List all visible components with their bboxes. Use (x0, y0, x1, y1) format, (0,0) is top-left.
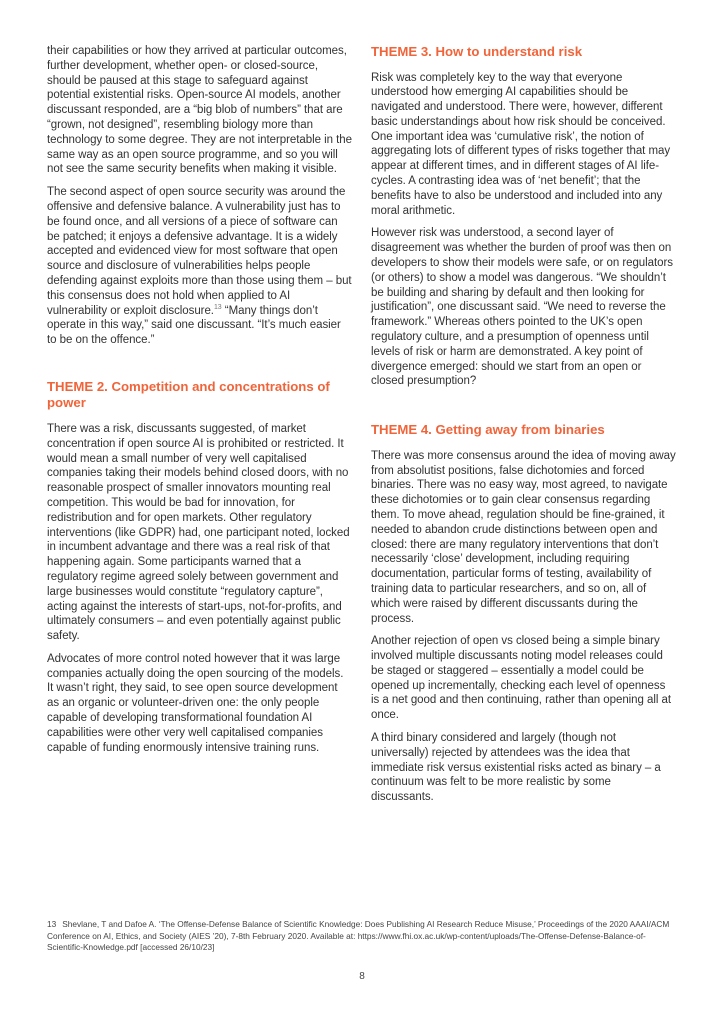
paragraph-advocates-of-control: Advocates of more control noted however that it was large companies actually doing the open sourcing of the models. It wasn’t right, they said, to see open source development as an organic or volunteer-driven one: the only people capable of developing transformational foundation AI capabilities were other very well capitalised companies capable of funding enormously intensive training runs. (47, 652, 344, 754)
paragraph-market-concentration: There was a risk, discussants suggested, of market concentration if open source AI is prohibited or restricted. It would mean a small number of very well capitalised companies taking their models behind closed doors, with no reasonable prospect of smaller innovators mounting real competition. This would be bad for innovation, for redistribution and for open markets. Other regulatory interventions (like GDPR) had, one participant noted, locked in incumbent advantage and there was a real risk of that happening again. Some participants warned that a regulatory regime agreed solely between government and large businesses would constitute “regulatory capture”, acting against the interests of start-ups, not-for-profits, and ultimately consumers – and even potentially against public safety. (47, 422, 350, 643)
paragraph-consensus-binaries: There was more consensus around the idea of moving away from absolutist positions, false dichotomies and forced binaries. There was no easy way, most agreed, to navigate these dichotomies or to gain clear consensus regarding them. To move ahead, regulation should be fine-grained, it needed to abandon crude distinctions between open and closed: there are many regulatory interventions that don’t necessarily ‘close’ development, including requiring documentation, particular forms of testing, availability of training data to particular researchers, and so on, all of which were raised by different discussants during the process. (371, 449, 676, 625)
paragraph-staged-releases: Another rejection of open vs closed being a simple binary involved multiple discussants noting model releases could be staged or staggered – essentially a model could be opened up incrementally, checking each level of openness is a net good and then continuing, rather than opening all at once. (371, 635, 672, 722)
paragraph-open-source-models: their capabilities or how they arrived at particular outcomes, further development, whether open- or closed-source, should be paused at this stage to safeguard against potential existential risks. Open-source AI models, another discussant responded, are a “big blob of numbers” that are “grown, not designed”, resembling biology more than technology to some degree. They are not interpretable in the same way as an open source programme, and so you will not see the same security benefits when making it visible. (47, 45, 352, 176)
theme-3-heading: THEME 3. How to understand risk (371, 44, 583, 59)
paragraph-risk-key: Risk was completely key to the way that everyone understood how emerging AI capabilities should be navigated and understood. There were, however, different basic understandings about how risk should be conceived. One important idea was ‘cumulative risk’, the notion of aggregating lots of different types of risks together that may appear at different times, and in different stages of AI life-cycles. A contrasting idea was of ‘net benefit’; that the benefits have to also be understood and included into any moral arithmetic. (371, 71, 671, 217)
right-column (371, 44, 676, 813)
footnote-number: 13 (47, 919, 57, 929)
footnote-text: Shevlane, T and Dafoe A. ‘The Offense-Defense Balance of Scientific Knowledge: Does Publishing AI Research Reduce Misuse,’ Proceedings of the 2020 AAAI/ACM Conference on AI, Ethics, and Society (AIES ’20), 7-8th February 2020. Available at: https://www.fhi.ox.ac.uk/wp-content/uploads/The-Offense-Defense-Balance-of-Scientific-Knowledge.pdf [accessed 26/10/23] (47, 919, 670, 952)
paragraph-offence-defence-balance (47, 185, 352, 348)
page-number: 8 (359, 971, 365, 982)
paragraph-offence-defence-quote: “Many things don’t operate in this way,” said one discussant. “It’s much easier to be on the offence.” (47, 304, 341, 347)
paragraph-third-binary: A third binary considered and largely (though not universally) rejected by attendees was the idea that immediate risk versus existential risks acted as binary – a continuum was felt to be more realistic by some discussants. (371, 732, 661, 804)
paragraph-burden-of-proof: However risk was understood, a second layer of disagreement was whether the burden of proof was then on developers to show their models were safe, or on regulators (or others) to show a model was dangerous. “We shouldn’t be building and sharing by default and then looking for justification”, one discussant said. “We need to reverse the framework.” Whereas others pointed to the UK’s open regulatory culture, and a presumption of openness until levels of risk or harm are demonstrated. A key point of divergence emerged: should we start from an open or closed presumption? (371, 227, 673, 388)
theme-4-heading: THEME 4. Getting away from binaries (371, 422, 605, 438)
footnote-reference[interactable]: 13 (213, 303, 222, 311)
paragraph-offence-defence-text: The second aspect of open source security was around the offensive and defensive balance. A vulnerability just has to be found once, and all versions of a piece of software can be patched; it enjoys a defensive advantage. It is a widely accepted and evidenced view for most software that open source and disclosure of vulnerabilities helps people defending against exploits more than those using them – but this consensus does not hold when applied to AI vulnerability or exploit disclosure. (47, 186, 352, 317)
theme-2-heading: THEME 2. Competition and concentrations of power (47, 378, 330, 411)
left-column (47, 44, 352, 763)
footnote (47, 919, 677, 954)
